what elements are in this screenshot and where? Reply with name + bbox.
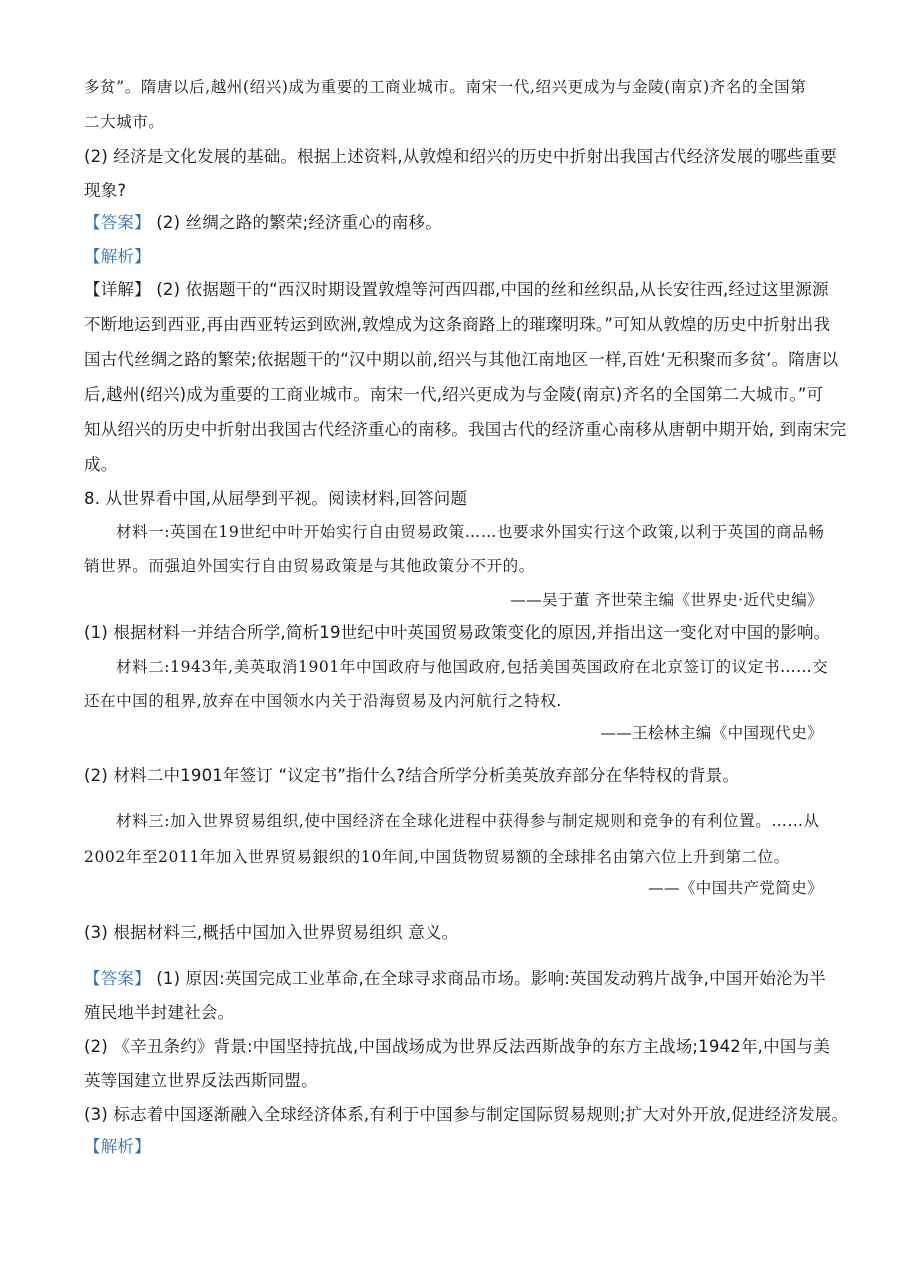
- q8-question-3: (3) 根据材料三,概括中国加入世界贸易组织 意义。: [84, 923, 459, 942]
- detail-tag: 【详解】: [84, 280, 151, 299]
- detail-text: (2) 依据题干的“西汉时期设置敦煌等河西四郡,中国的丝和丝织品,从长安往西,经过这里源源: [156, 280, 829, 299]
- q8-material1-line-2: 销世界。而强迫外国实行自由贸易政策是与其他政策分不开的。: [84, 557, 535, 575]
- q8-material2-line-2: 还在中国的租界,放弃在中国领水内关于沿海贸易及内河航行之特权.: [84, 692, 562, 710]
- q8-answer-2-line-2: 英等国建立世界反法西斯同盟。: [84, 1071, 318, 1090]
- q7-detail-line-4: 后,越州(绍兴)成为重要的工商业城市。南宋一代,绍兴更成为与金陵(南京)齐名的全国第二大城市。”可: [84, 385, 824, 404]
- q8-material3-source: ——《中国共产党简史》: [648, 879, 823, 897]
- q7-detail-line-6: 成。: [84, 455, 118, 474]
- q7-detail-line-3: 国古代丝绸之路的繁荣;依据题干的“汉中期以前,绍兴与其他江南地区一样,百姓‘无积聚而多贫’。隋唐以: [84, 350, 839, 369]
- q8-answer-2-line-1: (2) 《辛丑条约》背景:中国坚持抗战,中国战场成为世界反法西斯战争的东方主战场;1942年,中国与美: [84, 1037, 830, 1056]
- q8-answer-1-line-1: [84, 968, 826, 990]
- answer-text: (1) 原因:英国完成工业革命,在全球寻求商品市场。影响:英国发动鸦片战争,中国开始沦为半: [156, 969, 826, 988]
- q8-material2-source: ——王桧林主编《中国现代史》: [600, 724, 823, 742]
- q7-continued-line-1: 多贫”。隋唐以后,越州(绍兴)成为重要的工商业城市。南宋一代,绍兴更成为与金陵(南京)齐名的全国第: [84, 78, 807, 96]
- q7-analysis-tag: 【解析】: [84, 247, 151, 266]
- answer-tag: 【答案】: [84, 969, 151, 988]
- q7-detail-line-5: 知从绍兴的历史中折射出我国古代经济重心的南移。我国古代的经济重心南移从唐朝中期开始, 到南宋完: [84, 420, 847, 439]
- answer-tag: 【答案】: [84, 213, 151, 232]
- q8-material1-line-1: 材料一:英国在19世纪中叶开始实行自由贸易政策……也要求外国实行这个政策,以利于英国的商品畅: [116, 523, 825, 541]
- q8-material1-source: ——吴于董 齐世荣主编《世界史·近代史编》: [510, 591, 823, 609]
- q7-detail-line-1: [84, 279, 829, 301]
- q7-detail-line-2: 不断地运到西亚,再由西亚转运到欧洲,敦煌成为这条商路上的璀璨明珠。”可知从敦煌的历史中折射出我: [84, 315, 831, 334]
- q8-analysis-tag: 【解析】: [84, 1137, 151, 1156]
- q8-material3-line-1: 材料三:加入世界贸易组织,使中国经济在全球化进程中获得参与制定规则和竞争的有利位置。……从: [116, 812, 820, 830]
- q7-sub2-question-line-1: (2) 经济是文化发展的基础。根据上述资料,从敦煌和绍兴的历史中折射出我国古代经济发展的哪些重要: [84, 147, 837, 166]
- q8-title: 8. 从世界看中国,从屈學到平视。阅读材料,回答问题: [84, 489, 468, 508]
- q7-continued-line-2: 二大城市。: [84, 113, 165, 131]
- q8-material3-line-2: 2002年至2011年加入世界贸易銀织的10年间,中国货物贸易额的全球排名由第六位上升到第二位。: [84, 848, 790, 866]
- q8-material2-line-1: 材料二:1943年,美英取消1901年中国政府与他国政府,包括美国英国政府在北京签订的议定书……交: [116, 658, 829, 676]
- q8-answer-1-line-2: 殖民地半封建社会。: [84, 1003, 235, 1022]
- q7-answer: [84, 212, 442, 234]
- q7-sub2-question-line-2: 现象?: [84, 181, 127, 200]
- q8-answer-3: (3) 标志着中国逐渐融入全球经济体系,有利于中国参与制定国际贸易规则;扩大对外开放,促进经济发展。: [84, 1105, 849, 1124]
- q8-question-2: (2) 材料二中1901年签订 “议定书”指什么?结合所学分析美英放弃部分在华特权的背景。: [84, 766, 740, 785]
- q8-question-1: (1) 根据材料一并结合所学,简析19世纪中叶英国贸易政策变化的原因,并指出这一变化对中国的影响。: [84, 623, 831, 642]
- answer-text: (2) 丝绸之路的繁荣;经济重心的南移。: [156, 213, 442, 232]
